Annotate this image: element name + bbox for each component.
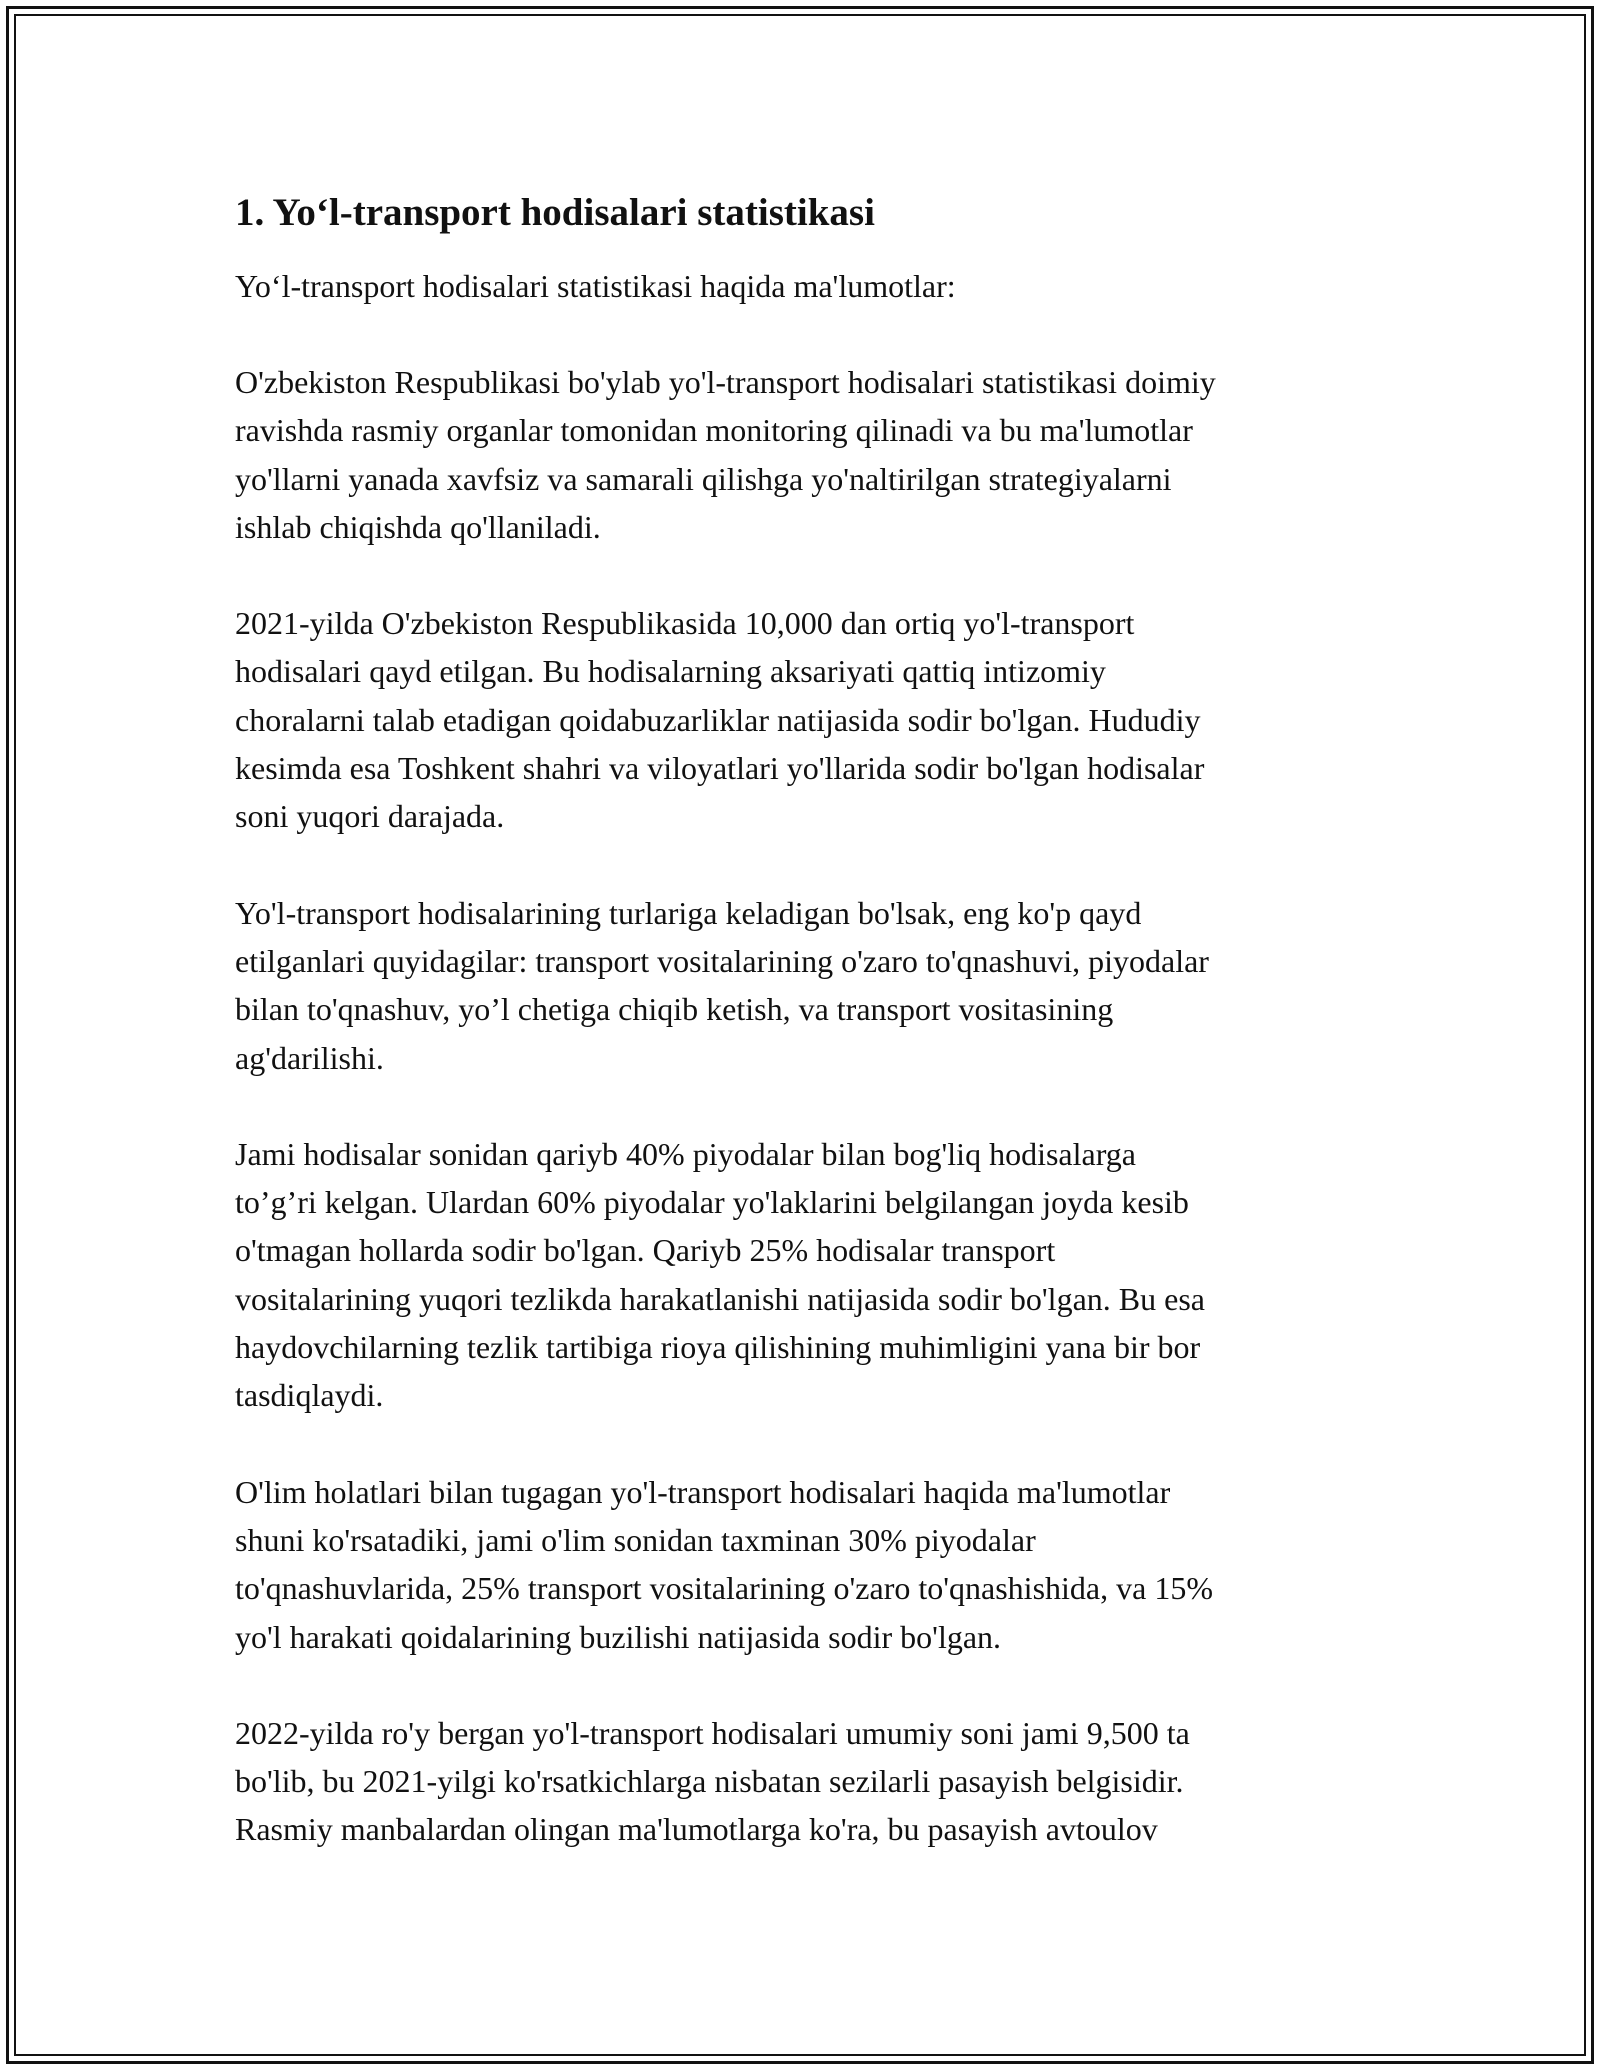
- section-heading: 1. Yo‘l-transport hodisalari statistikasi: [235, 191, 875, 234]
- body-paragraph: [235, 1709, 1385, 1854]
- text-line: hodisalari qayd etilgan. Bu hodisalarning aksariyati qattiq intizomiy: [235, 653, 1106, 690]
- document-body: [235, 186, 1385, 1854]
- text-line: ag'darilishi.: [235, 1039, 384, 1076]
- text-line: kesimda esa Toshkent shahri va viloyatlari yo'llarida sodir bo'lgan hodisalar: [235, 750, 1205, 787]
- text-line: soni yuqori darajada.: [235, 798, 505, 835]
- text-line: bo'lib, bu 2021-yilgi ko'rsatkichlarga nisbatan sezilarli pasayish belgisidir.: [235, 1763, 1184, 1800]
- text-line: o'tmagan hollarda sodir bo'lgan. Qariyb 25% hodisalar transport: [235, 1232, 1056, 1269]
- text-line: shuni ko'rsatadiki, jami o'lim sonidan taxminan 30% piyodalar: [235, 1521, 1036, 1558]
- text-line: to’g’ri kelgan. Ulardan 60% piyodalar yo'laklarini belgilangan joyda kesib: [235, 1184, 1189, 1221]
- intro-paragraph: Yo‘l-transport hodisalari statistikasi haqida ma'lumotlar:: [235, 268, 956, 304]
- text-line: vositalarining yuqori tezlikda harakatlanishi natijasida sodir bo'lgan. Bu esa: [235, 1280, 1205, 1317]
- body-paragraph: [235, 358, 1385, 551]
- text-line: Jami hodisalar sonidan qariyb 40% piyodalar bilan bog'liq hodisalarga: [235, 1135, 1136, 1172]
- text-line: haydovchilarning tezlik tartibiga rioya qilishining muhimligini yana bir bor: [235, 1329, 1201, 1366]
- text-line: O'lim holatlari bilan tugagan yo'l-transport hodisalari haqida ma'lumotlar: [235, 1473, 1171, 1510]
- text-line: tasdiqlaydi.: [235, 1377, 384, 1414]
- body-paragraph: [235, 889, 1385, 1082]
- text-line: to'qnashuvlarida, 25% transport vositalarining o'zaro to'qnashishida, va 15%: [235, 1570, 1213, 1607]
- text-line: choralarni talab etadigan qoidabuzarliklar natijasida sodir bo'lgan. Hududiy: [235, 701, 1201, 738]
- text-line: etilganlari quyidagilar: transport vositalarining o'zaro to'qnashuvi, piyodalar: [235, 942, 1209, 979]
- body-paragraph: [235, 599, 1385, 840]
- body-paragraph: [235, 1130, 1385, 1420]
- text-line: ishlab chiqishda qo'llaniladi.: [235, 508, 601, 545]
- text-line: bilan to'qnashuv, yo’l chetiga chiqib ketish, va transport vositasining: [235, 991, 1114, 1028]
- text-line: Rasmiy manbalardan olingan ma'lumotlarga ko'ra, bu pasayish avtoulov: [235, 1811, 1158, 1848]
- text-line: ravishda rasmiy organlar tomonidan monitoring qilinadi va bu ma'lumotlar: [235, 412, 1193, 449]
- body-paragraph: [235, 1468, 1385, 1661]
- paragraph-list: [235, 358, 1385, 1854]
- text-line: yo'l harakati qoidalarining buzilishi natijasida sodir bo'lgan.: [235, 1618, 1002, 1655]
- text-line: 2022-yilda ro'y bergan yo'l-transport hodisalari umumiy soni jami 9,500 ta: [235, 1714, 1190, 1751]
- text-line: yo'llarni yanada xavfsiz va samarali qilishga yo'naltirilgan strategiyalarni: [235, 460, 1172, 497]
- text-line: 2021-yilda O'zbekiston Respublikasida 10,000 dan ortiq yo'l-transport: [235, 605, 1135, 642]
- text-line: O'zbekiston Respublikasi bo'ylab yo'l-transport hodisalari statistikasi doimiy: [235, 364, 1216, 400]
- text-line: Yo'l-transport hodisalarining turlariga keladigan bo'lsak, eng ko'p qayd: [235, 894, 1142, 931]
